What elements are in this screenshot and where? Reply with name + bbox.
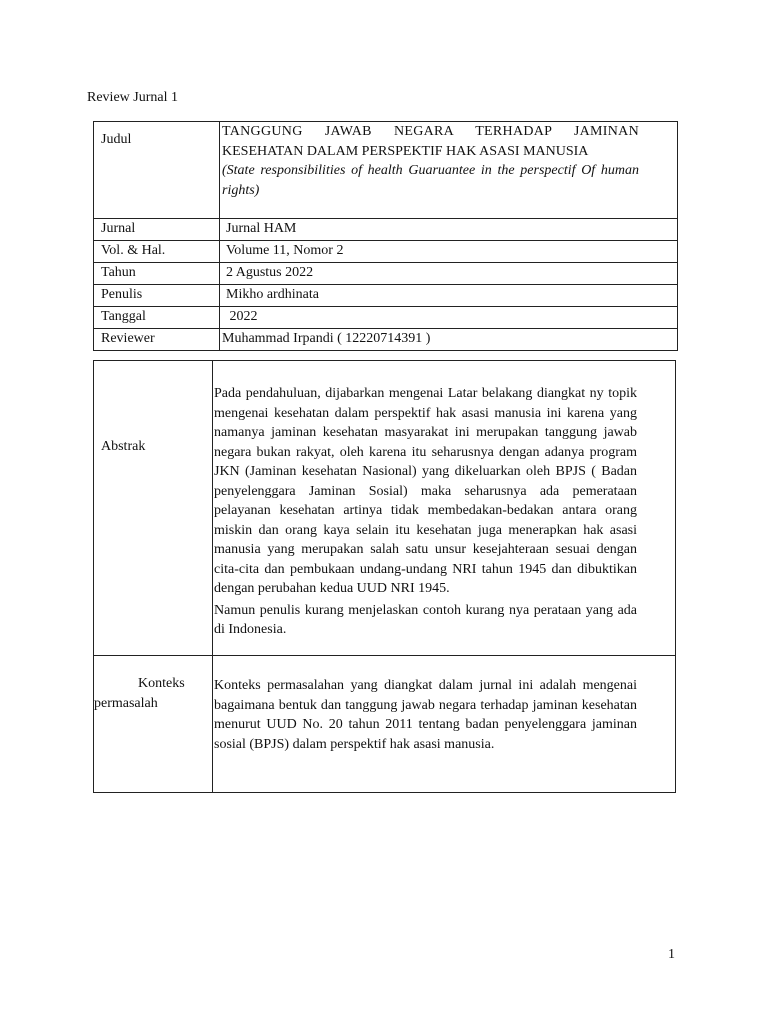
judul-title-line2: KESEHATAN DALAM PERSPEKTIF HAK ASASI MANUSIA xyxy=(222,143,589,159)
konteks-label-line2: permasalah xyxy=(94,695,158,711)
konteks-cell xyxy=(94,656,213,793)
reviewer-label: Reviewer xyxy=(94,329,220,351)
reviewer-value: Muhammad Irpandi ( 12220714391 ) xyxy=(220,329,678,351)
vol-label: Vol. & Hal. xyxy=(94,241,220,263)
penulis-label: Penulis xyxy=(94,285,220,307)
table-row-konteks xyxy=(94,656,676,793)
penulis-value: Mikho ardhinata xyxy=(220,285,678,307)
table-row-judul xyxy=(94,122,678,219)
judul-subtitle: (State responsibilities of health Guaruantee in the perspectif Of human rights) xyxy=(222,163,639,198)
abstrak-label: Abstrak xyxy=(101,439,146,454)
vol-value: Volume 11, Nomor 2 xyxy=(220,241,678,263)
table-row xyxy=(94,329,678,351)
tanggal-value: 2022 xyxy=(220,307,678,329)
jurnal-label: Jurnal xyxy=(94,219,220,241)
jurnal-value: Jurnal HAM xyxy=(220,219,678,241)
table-row-abstrak xyxy=(94,361,676,656)
table-row xyxy=(94,219,678,241)
page-number: 1 xyxy=(668,947,675,962)
tahun-label: Tahun xyxy=(94,263,220,285)
abstrak-paragraph: Pada pendahuluan, dijabarkan mengenai Latar belakang diangkat ny topik mengenai kesehatan dalam perspektif hak asasi manusia ini karena yang namanya jaminan kesehatan masyarakat ini merupakan tanggung jawab negara bukan rakyat, oleh karena itu seharusnya dengan adanya program JKN (Jaminan kesehatan Nasional) yang dikeluarkan oleh BPJS ( Badan penyelenggara Jaminan Sosial) maka seharusnya ada pemerataan pelayanan kesehatan artinya tidak membedakan-bedakan antara orang miskin dan orang kaya selain itu kesehatan juga menerapkan hak asasi manusia yang merupakan salah satu unsur kesejahteraan sesuai dengan cita-cita dan pembukaan undang-undang NRI tahun 1945 dan dibuktikan dengan perubahan kedua UUD NRI 1945. xyxy=(214,386,637,596)
table-row xyxy=(94,263,678,285)
judul-value xyxy=(220,122,678,219)
table-row xyxy=(94,241,678,263)
abstrak-cell xyxy=(94,361,213,656)
page-title: Review Jurnal 1 xyxy=(87,90,178,105)
review-detail-table xyxy=(93,360,676,793)
konteks-value xyxy=(213,656,676,793)
tahun-value: 2 Agustus 2022 xyxy=(220,263,678,285)
table-row xyxy=(94,285,678,307)
judul-label: Judul xyxy=(94,122,220,219)
abstrak-value xyxy=(213,361,676,656)
konteks-text: Konteks permasalahan yang diangkat dalam jurnal ini adalah mengenai bagaimana bentuk dan tanggung jawab negara terhadap jaminan kesehatan menurut UUD No. 20 tahun 2011 tentang badan penyelenggara jaminan sosial (BPJS) dalam perspektif hak asasi manusia. xyxy=(214,678,637,752)
tanggal-label: Tanggal xyxy=(94,307,220,329)
table-row xyxy=(94,307,678,329)
journal-info-table xyxy=(93,121,678,351)
abstrak-paragraph: Namun penulis kurang menjelaskan contoh kurang nya perataan yang ada di Indonesia. xyxy=(214,602,637,637)
judul-title-line1: TANGGUNG JAWAB NEGARA TERHADAP JAMINAN xyxy=(222,124,639,139)
konteks-label-line1: Konteks xyxy=(138,676,185,691)
